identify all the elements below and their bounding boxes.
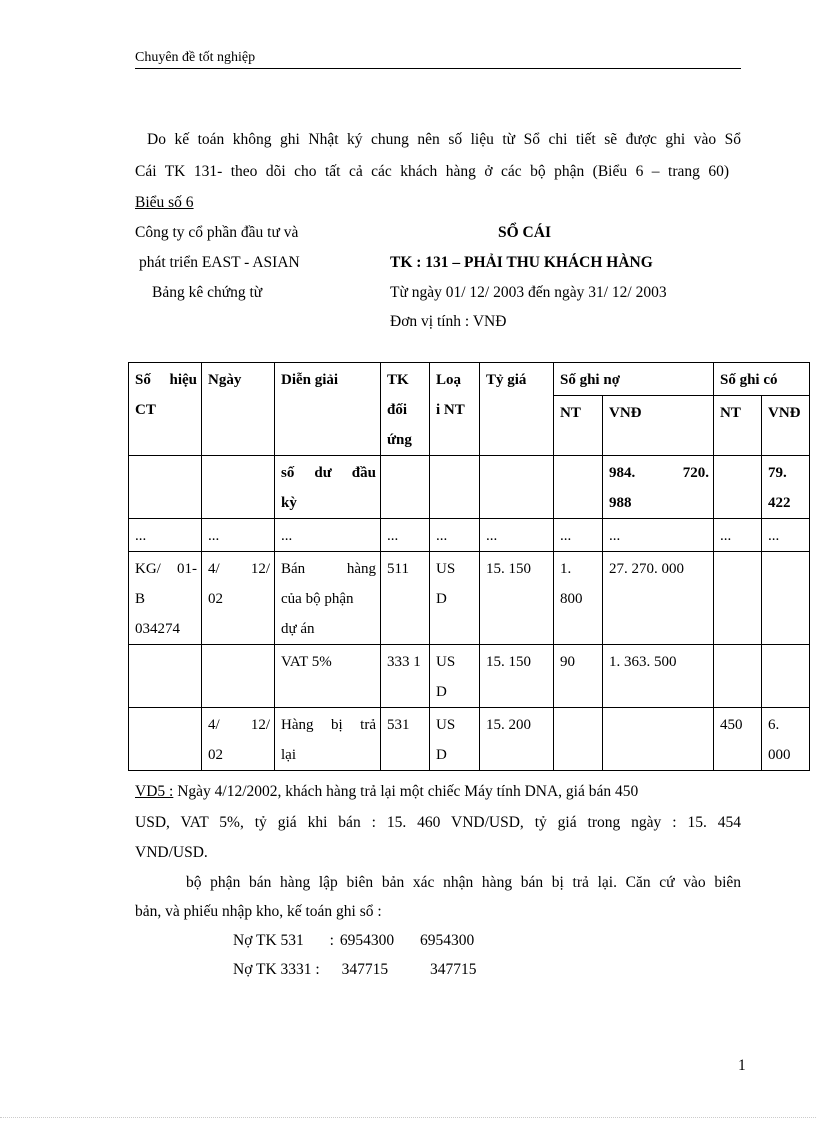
row-dien-giai <box>275 708 381 771</box>
page-bottom-rule <box>0 1117 816 1118</box>
row-co-vnd <box>762 708 810 771</box>
row-loai <box>430 645 480 708</box>
opening-label-line: số dư đầu <box>281 465 376 481</box>
opening-co-vnd-line: 79. <box>768 465 787 481</box>
entry-2 <box>233 961 476 979</box>
row-tk: 511 <box>381 552 430 645</box>
table-cell <box>430 456 480 519</box>
opening-no-vnd <box>603 456 714 519</box>
row-dien-giai-line: của bộ phận <box>281 591 354 607</box>
ledger-unit: Đơn vị tính : VNĐ <box>390 313 507 330</box>
example-para-line-1: bộ phận bán hàng lập biên bản xác nhận hàng bán bị trả lại. Căn cứ vào biên <box>186 874 741 891</box>
row-dien-giai-line: lại <box>281 747 296 763</box>
table-row <box>129 552 810 645</box>
row-ct <box>129 552 202 645</box>
table-row <box>129 708 810 771</box>
table-cell <box>381 456 430 519</box>
dots-cell: ... <box>714 519 762 552</box>
ledger-title: SỔ CÁI <box>498 224 551 241</box>
row-no-nt-line: 800 <box>560 591 583 607</box>
row-no-vnd: 1. 363. 500 <box>603 645 714 708</box>
opening-label-line: kỳ <box>281 495 297 511</box>
row-ty-gia: 15. 200 <box>480 708 554 771</box>
dots-cell: ... <box>762 519 810 552</box>
header-tk-line: ứng <box>387 432 412 448</box>
row-co-nt <box>714 645 762 708</box>
header-tk-doi-ung <box>381 363 430 456</box>
header-rule <box>135 68 741 69</box>
header-so-ghi-no: Số ghi nợ <box>554 363 714 396</box>
row-loai-line: US <box>436 561 456 577</box>
ledger-table <box>128 362 810 771</box>
row-co-vnd <box>762 552 810 645</box>
row-ngay-line: 4/ 12/ <box>208 717 270 733</box>
header-loai-line: i NT <box>436 402 465 418</box>
intro-line-1: Do kế toán không ghi Nhật ký chung nên số liệu từ Sổ chi tiết sẽ được ghi vào Sổ <box>147 131 741 148</box>
row-no-nt-line: 1. <box>560 561 572 577</box>
company-line-2: phát triển EAST - ASIAN <box>139 254 300 271</box>
table-cell <box>554 456 603 519</box>
header-so-hieu-line: CT <box>135 402 156 418</box>
row-tk: 531 <box>381 708 430 771</box>
row-loai-line: D <box>436 591 447 607</box>
header-ty-gia: Tỷ giá <box>480 363 554 456</box>
header-co-nt: NT <box>714 396 762 456</box>
header-so-hieu-line: Số hiệu <box>135 372 197 388</box>
row-loai-line: D <box>436 684 447 700</box>
row-co-vnd-line: 000 <box>768 747 791 763</box>
row-loai-line: D <box>436 747 447 763</box>
header-tk-line: TK <box>387 372 409 388</box>
entry-2-debit: 347715 <box>341 961 389 978</box>
opening-no-vnd-line: 984. 720. <box>609 465 709 481</box>
ledger-period: Từ ngày 01/ 12/ 2003 đến ngày 31/ 12/ 2003 <box>390 284 667 301</box>
header-dien-giai: Diễn giải <box>275 363 381 456</box>
entry-2-label: Nợ TK 3331 : <box>233 961 320 978</box>
header-title: Chuyên đề tốt nghiệp <box>135 50 256 65</box>
row-no-nt <box>554 708 603 771</box>
row-ngay <box>202 708 275 771</box>
row-ngay-line: 02 <box>208 747 223 763</box>
opening-label <box>275 456 381 519</box>
table-header-row <box>129 363 810 396</box>
row-no-nt <box>554 552 603 645</box>
header-tk-line: đối <box>387 402 408 418</box>
row-ty-gia: 15. 150 <box>480 645 554 708</box>
table-cell <box>480 456 554 519</box>
entry-1 <box>233 932 474 950</box>
entry-2-credit: 347715 <box>429 961 477 978</box>
entry-1-label: Nợ TK 531 <box>233 932 304 949</box>
header-co-vnd: VNĐ <box>762 396 810 456</box>
example-line-1-text: Ngày 4/12/2002, khách hàng trả lại một chiếc Máy tính DNA, giá bán 450 <box>177 783 639 800</box>
row-no-nt: 90 <box>554 645 603 708</box>
row-loai <box>430 708 480 771</box>
dots-cell: ... <box>480 519 554 552</box>
dots-cell: ... <box>129 519 202 552</box>
row-ct-line: B <box>135 591 146 607</box>
table-row-opening <box>129 456 810 519</box>
ledger-account: TK : 131 – PHẢI THU KHÁCH HÀNG <box>390 254 653 271</box>
row-ct <box>129 645 202 708</box>
example-label: VD5 : <box>135 783 174 800</box>
bieu-label: Biểu số 6 <box>135 194 194 211</box>
company-line-1: Công ty cổ phần đầu tư và <box>135 224 299 241</box>
opening-co-vnd <box>762 456 810 519</box>
dots-cell: ... <box>603 519 714 552</box>
row-dien-giai <box>275 552 381 645</box>
row-no-vnd <box>603 708 714 771</box>
company-line-3: Bảng kê chứng từ <box>152 284 263 301</box>
example-line-3: VND/USD. <box>135 844 208 861</box>
header-loai-line: Loạ <box>436 372 462 388</box>
row-ct <box>129 708 202 771</box>
entry-1-sep: : <box>329 932 334 949</box>
row-ty-gia: 15. 150 <box>480 552 554 645</box>
dots-cell: ... <box>275 519 381 552</box>
row-dien-giai: VAT 5% <box>275 645 381 708</box>
table-row-dots <box>129 519 810 552</box>
example-line-2: USD, VAT 5%, tỷ giá khi bán : 15. 460 VND/USD, tỷ giá trong ngày : 15. 454 <box>135 814 741 831</box>
dots-cell: ... <box>554 519 603 552</box>
opening-co-vnd-line: 422 <box>768 495 791 511</box>
header-so-hieu <box>129 363 202 456</box>
header-so-ghi-co: Số ghi có <box>714 363 810 396</box>
row-ngay-line: 02 <box>208 591 223 607</box>
row-ct-line: KG/ 01- <box>135 561 197 577</box>
row-ct-line: 034274 <box>135 621 180 637</box>
example-para-line-2: bản, và phiếu nhập kho, kế toán ghi sổ : <box>135 903 382 920</box>
row-dien-giai-line: Hàng bị trả <box>281 717 376 733</box>
intro-line-2: Cái TK 131- theo dõi cho tất cả các khách hàng ở các bộ phận (Biểu 6 – trang 60) <box>135 163 729 180</box>
header-no-nt: NT <box>554 396 603 456</box>
row-loai-line: US <box>436 654 456 670</box>
header-ngay: Ngày <box>202 363 275 456</box>
dots-cell: ... <box>430 519 480 552</box>
table-cell <box>129 456 202 519</box>
table-cell <box>714 456 762 519</box>
example-line-1 <box>135 783 741 801</box>
header-no-vnd: VNĐ <box>603 396 714 456</box>
row-ngay <box>202 645 275 708</box>
row-dien-giai-line: Bán hàng <box>281 561 376 577</box>
row-loai-line: US <box>436 717 456 733</box>
row-dien-giai-line: dự án <box>281 621 315 637</box>
row-tk: 333 1 <box>381 645 430 708</box>
header-loai-nt <box>430 363 480 456</box>
dots-cell: ... <box>202 519 275 552</box>
row-ngay <box>202 552 275 645</box>
row-co-vnd-line: 6. <box>768 717 780 733</box>
row-no-vnd: 27. 270. 000 <box>603 552 714 645</box>
table-cell <box>202 456 275 519</box>
entry-1-credit: 6954300 <box>419 932 475 949</box>
page-number: 1 <box>738 1057 746 1074</box>
dots-cell: ... <box>381 519 430 552</box>
row-co-nt <box>714 552 762 645</box>
row-co-nt: 450 <box>714 708 762 771</box>
table-row <box>129 645 810 708</box>
row-co-vnd <box>762 645 810 708</box>
opening-no-vnd-line: 988 <box>609 495 632 511</box>
entry-1-debit: 6954300 <box>339 932 395 949</box>
row-loai <box>430 552 480 645</box>
row-ngay-line: 4/ 12/ <box>208 561 270 577</box>
